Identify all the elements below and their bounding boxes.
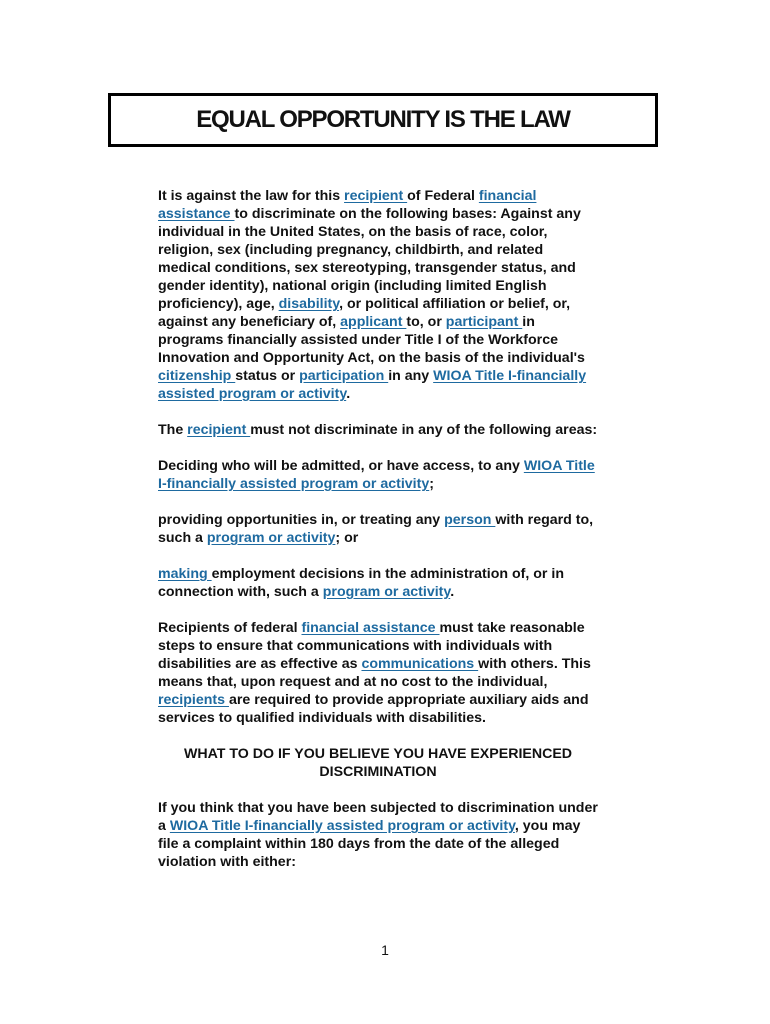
paragraph-complaint	[158, 799, 598, 871]
text-run: with others. This means that, upon request and at no cost to the individual,	[158, 656, 591, 690]
paragraph-areas	[158, 421, 598, 439]
link-person[interactable]: person	[444, 512, 496, 528]
link-recipient[interactable]: recipient	[187, 422, 251, 438]
page-number: 1	[381, 942, 389, 958]
link-participant[interactable]: participant	[445, 314, 523, 330]
paragraph-bases	[158, 187, 598, 403]
text-run: must take reasonable steps to ensure that communications with individuals with disabilities are as effective as	[158, 620, 585, 672]
document-body	[158, 187, 598, 889]
text-run: Deciding who will be admitted, or have access, to any	[158, 458, 524, 474]
paragraph-employment	[158, 565, 598, 601]
text-run: ;	[429, 476, 434, 492]
link-making[interactable]: making	[158, 566, 212, 582]
text-run: ; or	[335, 530, 359, 546]
text-run: If you think that you have been subjected to discrimination under a	[158, 800, 598, 834]
link-recipient[interactable]: recipient	[344, 188, 408, 204]
link-financial-assistance[interactable]: financial assistance	[158, 188, 537, 222]
text-run: Recipients of federal	[158, 620, 302, 636]
text-run: to discriminate on the following bases: Against any individual in the United States, on the basis of race, color, religion, sex (including pregnancy, childbirth, and related medical conditions, sex stereotyping, transgender status, and gender identity), national origin (including limited English proficiency), age,	[158, 206, 581, 312]
link-program-or-activity[interactable]: program or activity	[322, 584, 451, 600]
text-run: .	[450, 584, 455, 600]
link-disability[interactable]: disability	[278, 296, 340, 312]
text-run: with regard to, such a	[158, 512, 594, 546]
page-title: EQUAL OPPORTUNITY IS THE LAW	[196, 106, 570, 133]
text-run: employment decisions in the administration of, or in connection with, such a	[158, 566, 564, 600]
text-run: in any	[388, 368, 434, 384]
link-participation[interactable]: participation	[299, 368, 389, 384]
link-wioa-program[interactable]: WIOA Title I-financially assisted program or activity	[158, 458, 595, 492]
paragraph-admission	[158, 457, 598, 493]
text-run: are required to provide appropriate auxiliary aids and services to qualified individuals with disabilities.	[158, 692, 589, 726]
text-run: to, or	[406, 314, 446, 330]
link-recipients[interactable]: recipients	[158, 692, 229, 708]
text-run: , you may file a complaint within 180 days from the date of the alleged violation with either:	[158, 818, 581, 870]
text-run: status or	[235, 368, 300, 384]
text-run: It is against the law for this	[158, 188, 345, 204]
link-wioa-program[interactable]: WIOA Title I-financially assisted program or activity	[169, 818, 515, 834]
link-citizenship[interactable]: citizenship	[158, 368, 236, 384]
link-financial-assistance[interactable]: financial assistance	[301, 620, 440, 636]
text-run: , or political affiliation or belief, or, against any beneficiary of,	[158, 296, 571, 330]
text-run: .	[346, 386, 351, 402]
text-run: of Federal	[407, 188, 479, 204]
link-program-or-activity[interactable]: program or activity	[206, 530, 336, 546]
title-box	[108, 93, 658, 147]
paragraph-communications	[158, 619, 598, 727]
text-run: providing opportunities in, or treating any	[158, 512, 445, 528]
link-communications[interactable]: communications	[361, 656, 479, 672]
section-heading: WHAT TO DO IF YOU BELIEVE YOU HAVE EXPERIENCED DISCRIMINATION	[183, 746, 573, 780]
link-wioa-program[interactable]: WIOA Title I-financially assisted program or activity	[158, 368, 587, 402]
paragraph-opportunities	[158, 511, 598, 547]
text-run: must not discriminate in any of the following areas:	[250, 422, 598, 438]
link-applicant[interactable]: applicant	[340, 314, 407, 330]
text-run: The	[158, 422, 188, 438]
text-run: in programs financially assisted under Title I of the Workforce Innovation and Opportunity Act, on the basis of the individual's	[158, 314, 585, 366]
